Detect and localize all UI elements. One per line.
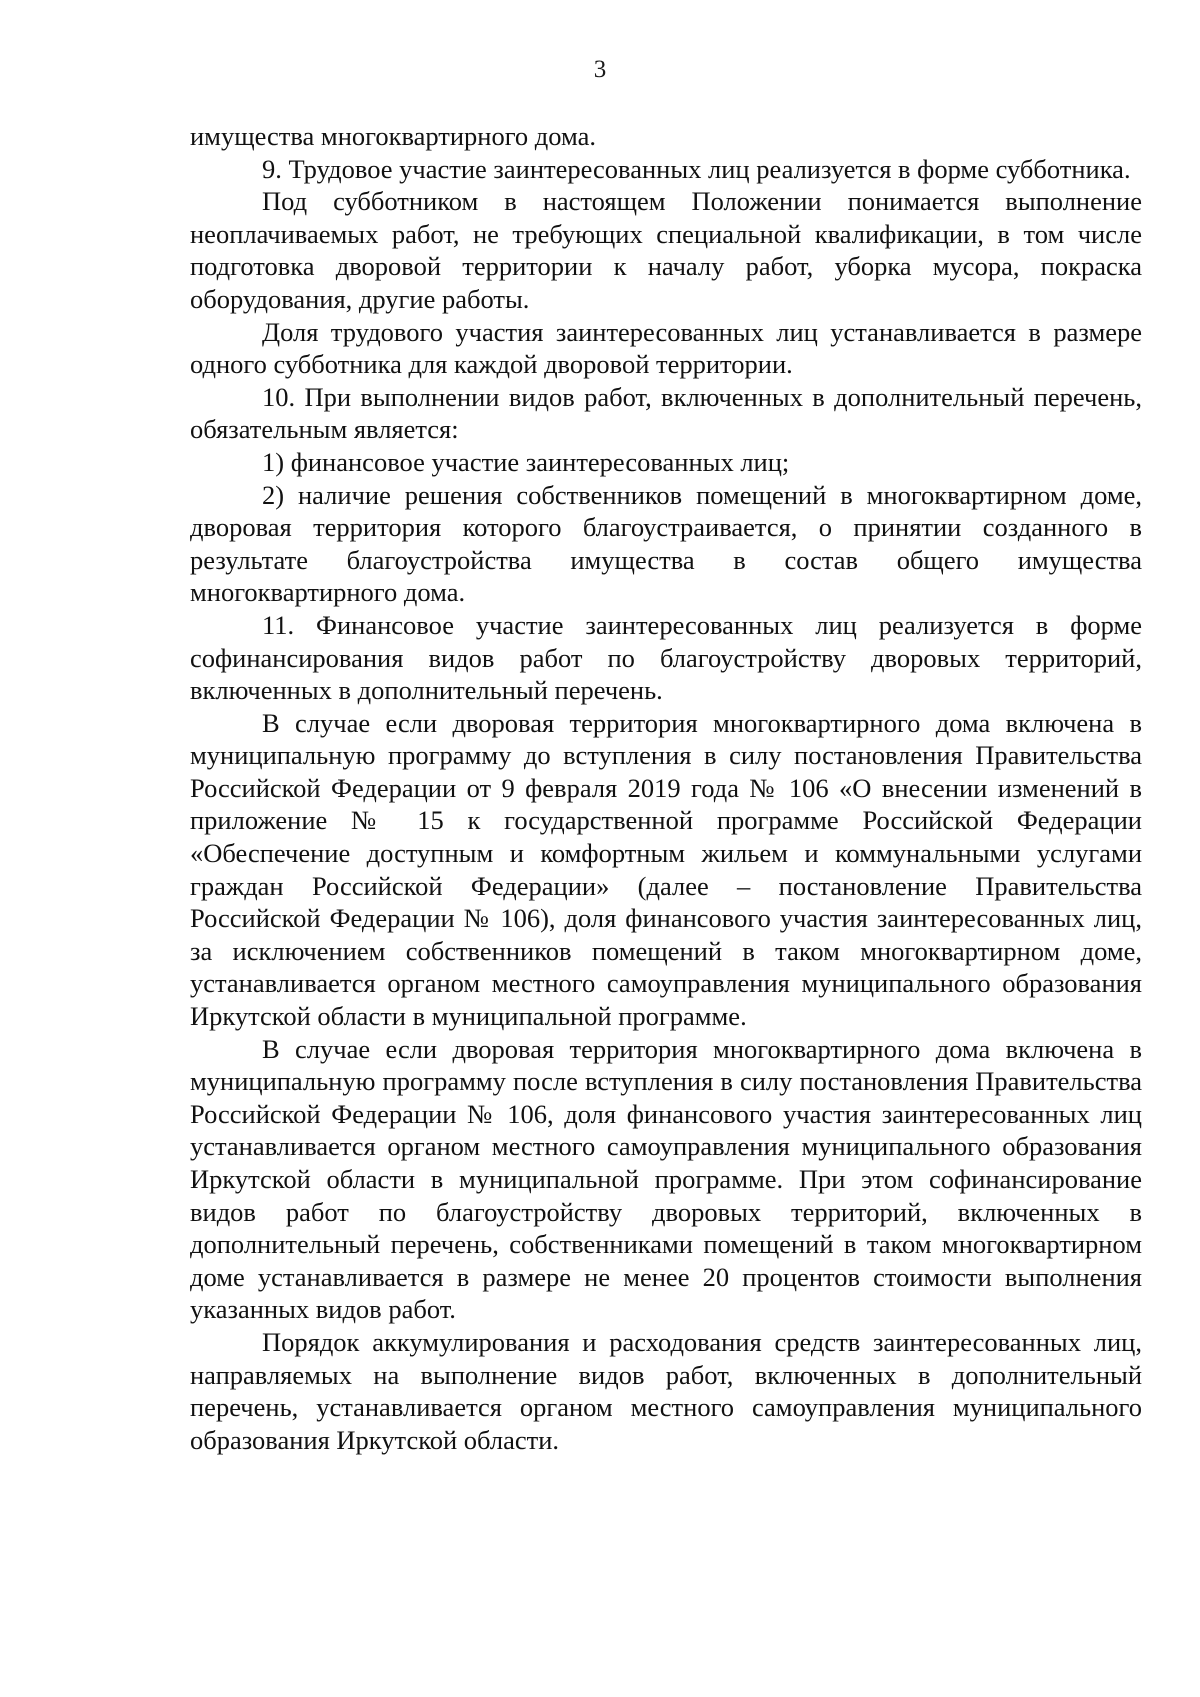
paragraph-item-11: 11. Финансовое участие заинтересованных лиц реализуется в форме софинансирования видов работ по благоустройству дворовых территорий, включенных в дополнительный перечень.: [190, 609, 1142, 706]
document-body: [190, 120, 1142, 1456]
paragraph-item-9: 9. Трудовое участие заинтересованных лиц реализуется в форме субботника.: [262, 153, 1131, 184]
list-item-2: 2) наличие решения собственников помещений в многоквартирном доме, дворовая территория которого благоустраивается, о принятии созданного в результате благоустройства имущества в состав общего имущества многоквартирного дома.: [190, 479, 1142, 608]
paragraph-labor-share: Доля трудового участия заинтересованных лиц устанавливается в размере одного субботника для каждой дворовой территории.: [190, 316, 1142, 380]
paragraph-before-decree: В случае если дворовая территория многоквартирного дома включена в муниципальную программу до вступления в силу постановления Правительства Российской Федерации от 9 февраля 2019 года № 106 «О внесении изменений в приложение № 15 к государственной программе Российской Федерации «Обеспечение доступным и комфортным жильем и коммунальными услугами граждан Российской Федерации» (далее – постановление Правительства Российской Федерации № 106), доля финансового участия заинтересованных лиц, за исключением собственников помещений в таком многоквартирном доме, устанавливается органом местного самоуправления муниципального образования Иркутской области в муниципальной программе.: [190, 707, 1142, 1032]
page-number: 3: [593, 56, 607, 83]
paragraph-item-10: 10. При выполнении видов работ, включенных в дополнительный перечень, обязательным является:: [190, 381, 1142, 445]
list-item-1: 1) финансовое участие заинтересованных лиц;: [262, 446, 790, 477]
paragraph-after-decree: В случае если дворовая территория многоквартирного дома включена в муниципальную программу после вступления в силу постановления Правительства Российской Федерации № 106, доля финансового участия заинтересованных лиц устанавливается органом местного самоуправления муниципального образования Иркутской области в муниципальной программе. При этом софинансирование видов работ по благоустройству дворовых территорий, включенных в дополнительный перечень, собственниками помещений в таком многоквартирном доме устанавливается в размере не менее 20 процентов стоимости выполнения указанных видов работ.: [190, 1033, 1142, 1325]
paragraph-subbotnik-definition: Под субботником в настоящем Положении понимается выполнение неоплачиваемых работ, не требующих специальной квалификации, в том числе подготовка дворовой территории к началу работ, уборка мусора, покраска оборудования, другие работы.: [190, 186, 1142, 314]
paragraph-continuation: имущества многоквартирного дома.: [190, 121, 597, 151]
paragraph-funds-procedure: Порядок аккумулирования и расходования средств заинтересованных лиц, направляемых на выполнение видов работ, включенных в дополнительный перечень, устанавливается органом местного самоуправления муниципального образования Иркутской области.: [190, 1326, 1142, 1455]
